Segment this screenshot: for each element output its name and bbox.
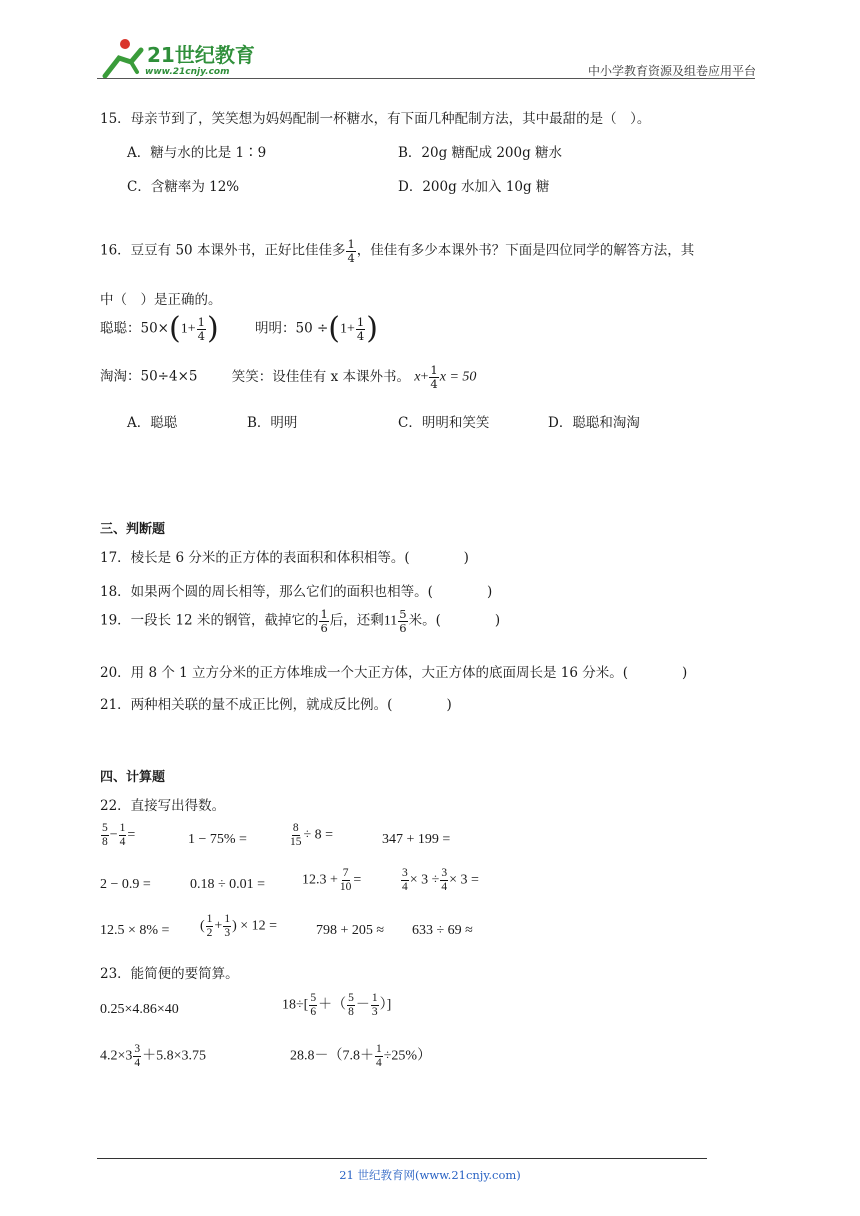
calc-r3-a: 12.5 × 8% = (100, 923, 170, 938)
q18: 18．如果两个圆的周长相等，那么它们的面积也相等。( ) (100, 584, 493, 600)
q16-mingming: 明明：50 ÷(1+ $\frac{1}{4}$ ) (255, 311, 378, 346)
q23-stem: 23．能简便的要简算。 (100, 966, 239, 982)
header-divider (97, 78, 755, 79)
q16-option-c[interactable]: C．明明和笑笑 (398, 415, 490, 431)
calc-r1-d: 347 + 199 = (382, 832, 451, 847)
section-4-title: 四、计算题 (100, 770, 166, 785)
logo-url: www.21cnjy.com (145, 67, 230, 77)
q16-option-a[interactable]: A．聪聪 (127, 415, 178, 431)
q16-stem-a: 16．豆豆有 50 本课外书，正好比佳佳多 (100, 242, 346, 259)
q15-option-c[interactable]: C．含糖率为 12% (127, 179, 240, 195)
q15-option-d[interactable]: D．200g 水加入 10g 糖 (398, 179, 550, 195)
calc-r3-c: 798 + 205 ≈ (316, 923, 385, 938)
platform-title: 中小学教育资源及组卷应用平台 (587, 64, 756, 78)
calc-e3: 4.2×3 $\frac{3}{4}$ ＋5.8×3.75 (100, 1043, 207, 1069)
q17: 17．棱长是 6 分米的正方体的表面积和体积相等。( ) (100, 550, 469, 566)
footer-link[interactable]: 21 世纪教育网(www.21cnjy.com) (339, 1168, 521, 1182)
calc-r1-c: $\frac{8}{15}$ ÷ 8 = (290, 822, 334, 848)
calc-e4: 28.8－（7.8＋ $\frac{1}{4}$ ÷25%） (290, 1043, 432, 1069)
q16-xiaoxiao: 笑笑：设佳佳有 x 本课外书。 (231, 368, 410, 385)
logo-text: 21世纪教育 (147, 43, 255, 67)
calc-r1-a: $\frac{5}{8}$ − $\frac{1}{4}$ = (102, 822, 136, 848)
q15-option-a[interactable]: A．糖与水的比是 1∶9 (127, 145, 267, 161)
q19: 19．一段长 12 米的钢管，截掉它的 $\frac{1}{6}$ 后，还剩11 $\frac{5}{6}$ 米。( ) (100, 607, 501, 635)
calc-r2-a: 2 − 0.9 = (100, 877, 151, 892)
calc-r2-b: 0.18 ÷ 0.01 = (190, 877, 266, 892)
calc-r3-b: ( $\frac{1}{2}$ + $\frac{1}{3}$ ) × 12 = (200, 913, 278, 939)
calc-r2-d: $\frac{3}{4}$ × 3 ÷ $\frac{3}{4}$ × 3 = (402, 867, 479, 893)
q16-option-d[interactable]: D．聪聪和淘淘 (548, 415, 640, 431)
q21: 21．两种相关联的量不成正比例，就成反比例。( ) (100, 697, 452, 713)
site-logo (97, 36, 257, 80)
q16-stem-b: ，佳佳有多少本课外书？下面是四位同学的解答方法，其 (356, 242, 695, 259)
q22-stem: 22．直接写出得数。 (100, 798, 226, 814)
q16-taotao: 淘淘：50÷4×5 笑笑：设佳佳有 x 本课外书。 x+ $\frac{1}{4}$ x = 50 (100, 363, 477, 391)
section-3-title: 三、判断题 (100, 522, 166, 537)
calc-e1: 0.25×4.86×40 (100, 1002, 179, 1017)
q16-congcong: 聪聪：50×(1+ $\frac{1}{4}$ ) (100, 311, 219, 346)
calc-r3-d: 633 ÷ 69 ≈ (412, 923, 473, 938)
q16-stem-line1 (100, 238, 694, 264)
footer-divider (97, 1158, 707, 1159)
q15-option-b[interactable]: B．20g 糖配成 200g 糖水 (398, 145, 563, 161)
fraction-one-fourth: $\frac{1}{4}$ (347, 237, 355, 265)
q20: 20．用 8 个 1 立方分米的正方体堆成一个大正方体，大正方体的底面周长是 16 分米。( ) (100, 665, 688, 681)
q15-stem: 15．母亲节到了，笑笑想为妈妈配制一杯糖水，有下面几种配制方法，其中最甜的是（ ）。 (100, 111, 651, 127)
q16-option-b[interactable]: B．明明 (247, 415, 298, 431)
calc-r2-c: 12.3 + $\frac{7}{10}$ = (302, 867, 362, 893)
calc-e2: 18÷[ $\frac{5}{6}$ ＋（ $\frac{5}{8}$ － $\frac{1}{3}$ ）] (282, 992, 392, 1018)
q16-stem-line2: 中（ ）是正确的。 (100, 292, 222, 308)
calc-r1-b: 1 − 75% = (188, 832, 247, 847)
